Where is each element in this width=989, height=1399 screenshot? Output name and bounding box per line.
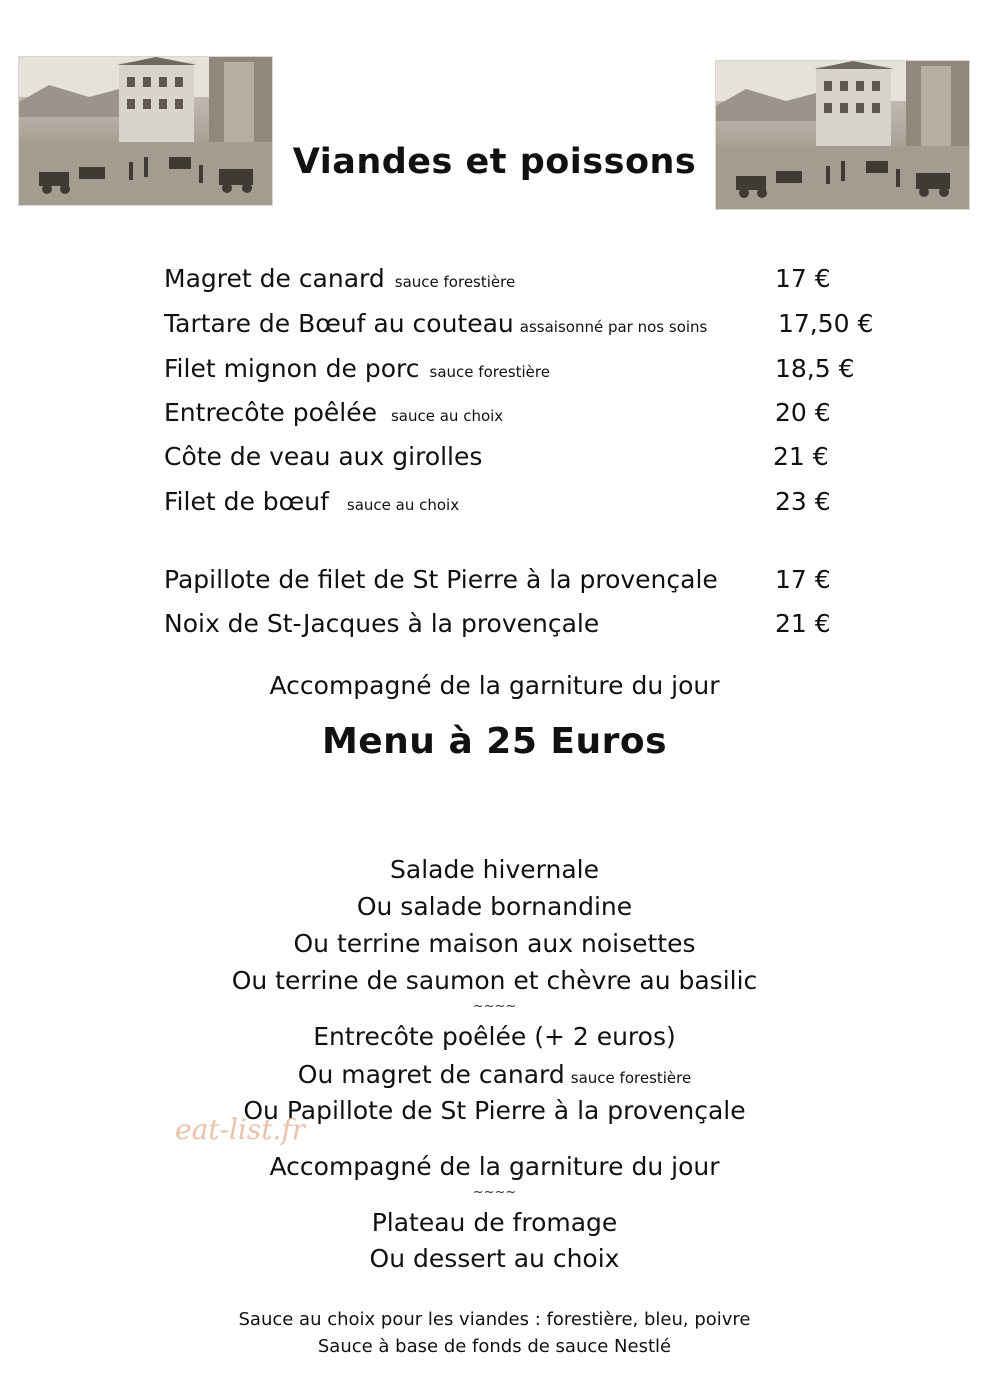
dish-name: Filet mignon de porc <box>164 354 420 383</box>
dish-price: 21 € <box>773 442 829 471</box>
dish-name: Tartare de Bœuf au couteau <box>164 309 514 338</box>
separator: ~~~~ <box>472 999 517 1014</box>
village-photo-graphic <box>716 61 969 209</box>
dish-price: 20 € <box>775 398 831 427</box>
menu-main-text: Ou magret de canard <box>297 1060 565 1089</box>
menu-item <box>164 609 599 639</box>
vintage-photo-right <box>715 60 970 210</box>
footer-note: Sauce au choix pour les viandes : forestière, bleu, poivre <box>238 1309 751 1330</box>
dish-price: 23 € <box>775 487 831 516</box>
menu-main-note: sauce forestière <box>570 1069 692 1087</box>
menu-item <box>164 309 707 342</box>
dish-name: Côte de veau aux girolles <box>164 442 483 471</box>
dish-note: sauce forestière <box>394 273 516 291</box>
dish-name: Magret de canard <box>164 264 385 293</box>
menu-item <box>164 565 718 595</box>
menu-item <box>164 354 550 387</box>
menu-dessert: Plateau de fromage <box>371 1208 618 1237</box>
menu-starter: Ou terrine de saumon et chèvre au basilic <box>231 966 758 995</box>
footer-note: Sauce à base de fonds de sauce Nestlé <box>317 1336 672 1357</box>
watermark: eat-list.fr <box>175 1113 306 1146</box>
menu-starter: Salade hivernale <box>390 855 599 884</box>
page-title: Viandes et poissons <box>292 142 697 182</box>
menu-main <box>0 1060 989 1093</box>
dish-note: sauce au choix <box>390 407 504 425</box>
menu-item <box>164 264 515 297</box>
vintage-photo-left <box>18 56 273 206</box>
menu-accompaniment: Accompagné de la garniture du jour <box>269 1152 720 1181</box>
village-photo-graphic <box>19 57 272 205</box>
menu-dessert: Ou dessert au choix <box>369 1244 620 1273</box>
dish-note: sauce au choix <box>346 496 460 514</box>
dish-name: Filet de bœuf <box>164 487 329 516</box>
menu-main: Ou Papillote de St Pierre à la provençale <box>243 1096 746 1125</box>
menu-title: Menu à 25 Euros <box>321 721 668 762</box>
separator: ~~~~ <box>472 1185 517 1200</box>
dish-name: Noix de St-Jacques à la provençale <box>164 609 600 638</box>
dish-price: 17 € <box>775 264 831 293</box>
accompaniment-text: Accompagné de la garniture du jour <box>269 671 720 700</box>
menu-starter: Ou salade bornandine <box>356 892 633 921</box>
dish-price: 21 € <box>775 609 831 638</box>
dish-note: sauce forestière <box>429 363 550 381</box>
menu-starter: Ou terrine maison aux noisettes <box>293 929 696 958</box>
dish-price: 18,5 € <box>775 354 855 383</box>
menu-item <box>164 442 482 472</box>
dish-note: assaisonné par nos soins <box>519 318 708 336</box>
dish-name: Papillote de filet de St Pierre à la provençale <box>164 565 718 594</box>
menu-item <box>164 398 503 431</box>
menu-main: Entrecôte poêlée (+ 2 euros) <box>313 1022 676 1051</box>
dish-name: Entrecôte poêlée <box>164 398 377 427</box>
dish-price: 17 € <box>775 565 831 594</box>
dish-price: 17,50 € <box>778 309 874 338</box>
menu-item <box>164 487 459 520</box>
